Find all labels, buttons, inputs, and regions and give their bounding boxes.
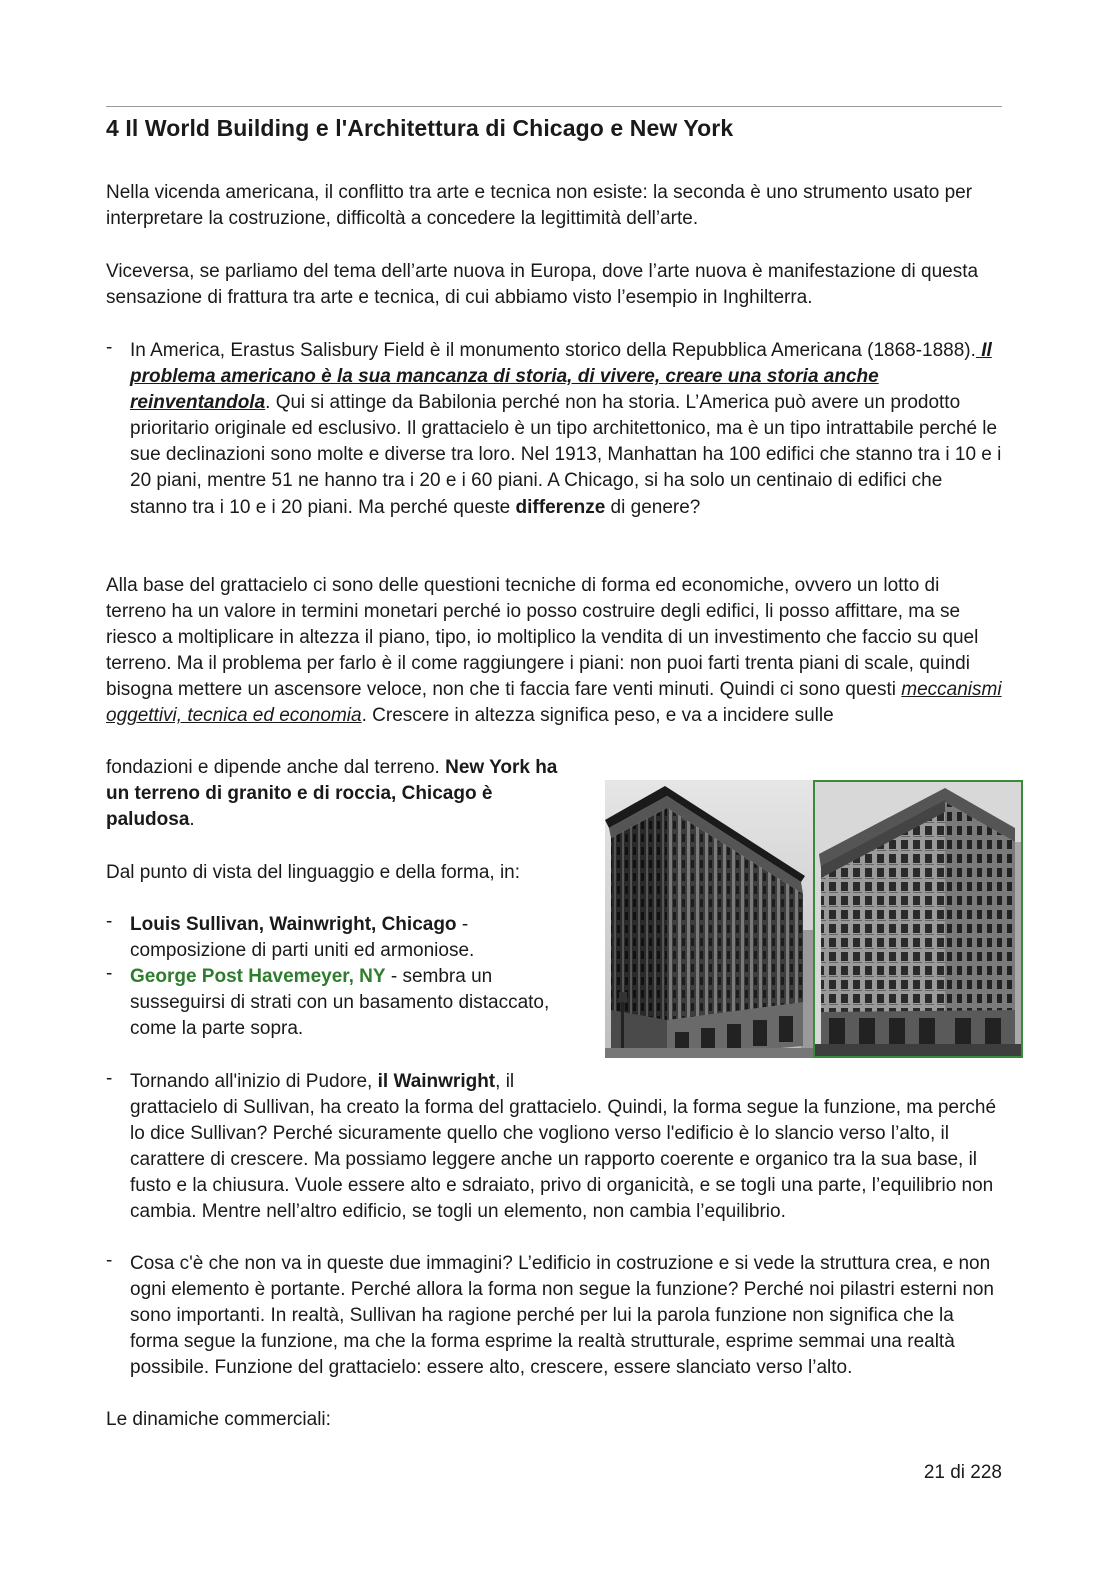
america-text-c: . Qui si attinge da Babilonia perché non ha storia. L’America può avere un prodotto prioritario originale ed esclusivo. Il grattacielo è un tipo architettonico, ma è un tipo intrattabile perché le sue declinazioni sono molte e diverse tra loro. Nel 1913, Manhattan ha 100 edifici che stanno tra i 10 e i 20 piani, mentre 51 ne hanno tra i 20 e i 60 piani. A Chicago, si ha solo un centinaio di edifici che stanno tra i 10 e i 20 piani. Ma perché queste	[130, 392, 1002, 518]
havemeyer-building-photo	[813, 780, 1023, 1058]
america-emphasis: Il problema americano è la sua mancanza di storia, di vivere, creare una storia anche reinventandola	[130, 340, 992, 414]
meccanismi-link-text: meccanismi oggettivi, tecnica ed economia	[106, 679, 1002, 727]
linguaggio-paragraph: Dal punto di vista del linguaggio e della forma, in:	[106, 862, 521, 883]
wainwright-building-photo	[605, 780, 813, 1058]
intro-paragraph-1: Nella vicenda americana, il conflitto tra arte e tecnica non esiste: la seconda è uno strumento usato per interpretare la costruzione, difficoltà a concedere la legittimità dell’arte.	[106, 182, 973, 230]
wainwright-continuation: grattacielo di Sullivan, ha creato la forma del grattacielo. Quindi, la forma segue la funzione, ma perché lo dice Sullivan? Perché sicuramente quello che vogliono verso l'edificio è lo slancio verso l’alto, il carattere di crescere. Ma possiamo leggere anche un rapporto coerente e organico tra la sua base, il fusto e la chiusura. Vuole essere alto e sdraiato, privo di organicità, e se togli una parte, l’equilibrio non cambia. Mentre nell’altro edificio, se togli un elemento, non cambia l’equilibrio.	[130, 1097, 997, 1223]
america-text-a: In America, Erastus Salisbury Field è il monumento storico della Repubblica Americana (1868-1888).	[130, 340, 976, 361]
section-heading: 4 Il World Building e l'Architettura di Chicago e New York	[106, 115, 734, 141]
closing-line: Le dinamiche commerciali:	[106, 1409, 331, 1430]
sullivan-name: Louis Sullivan, Wainwright, Chicago	[130, 914, 457, 935]
terreno-bold: New York ha un terreno di granito e di roccia, Chicago è paludosa	[106, 757, 558, 831]
post-name: George Post Havemeyer, NY	[130, 966, 386, 987]
page-number: 21 di 228	[923, 1462, 1002, 1483]
differenze-bold: differenze	[515, 496, 606, 518]
list-dash: -	[106, 337, 113, 358]
grattacielo-paragraph: Alla base del grattacielo ci sono delle questioni tecniche di forma ed economiche, ovvero un lotto di terreno ha un valore in termini monetari perché io posso costruire degli edifici, li posso affittare, ma se riesco a moltiplicare in altezza il piano, tipo, io moltiplico la vendita di un investimento che faccio su quel terreno. Ma il problema per farlo è il come raggiungere i piani: non puoi farti trenta piani di scale, quindi bisogna mettere un ascensore veloce, non che ti faccia fare venti minuti. Quindi ci sono questi meccanismi oggettivi, tecnica ed economia. Crescere in altezza significa peso, e va a incidere sulle	[106, 575, 1002, 727]
wainwright-bold: il Wainwright	[377, 1071, 496, 1092]
intro-paragraph-2: Viceversa, se parliamo del tema dell’arte nuova in Europa, dove l’arte nuova è manifestazione di questa sensazione di frattura tra arte e tecnica, di cui abbiamo visto l’esempio in Inghilterra.	[106, 261, 979, 309]
fondazioni-paragraph: fondazioni e dipende anche dal terreno. New York ha un terreno di granito e di roccia, Chicago è paludosa.	[106, 757, 558, 831]
header-rule	[106, 106, 1002, 107]
america-text-e: di genere?	[605, 496, 701, 518]
